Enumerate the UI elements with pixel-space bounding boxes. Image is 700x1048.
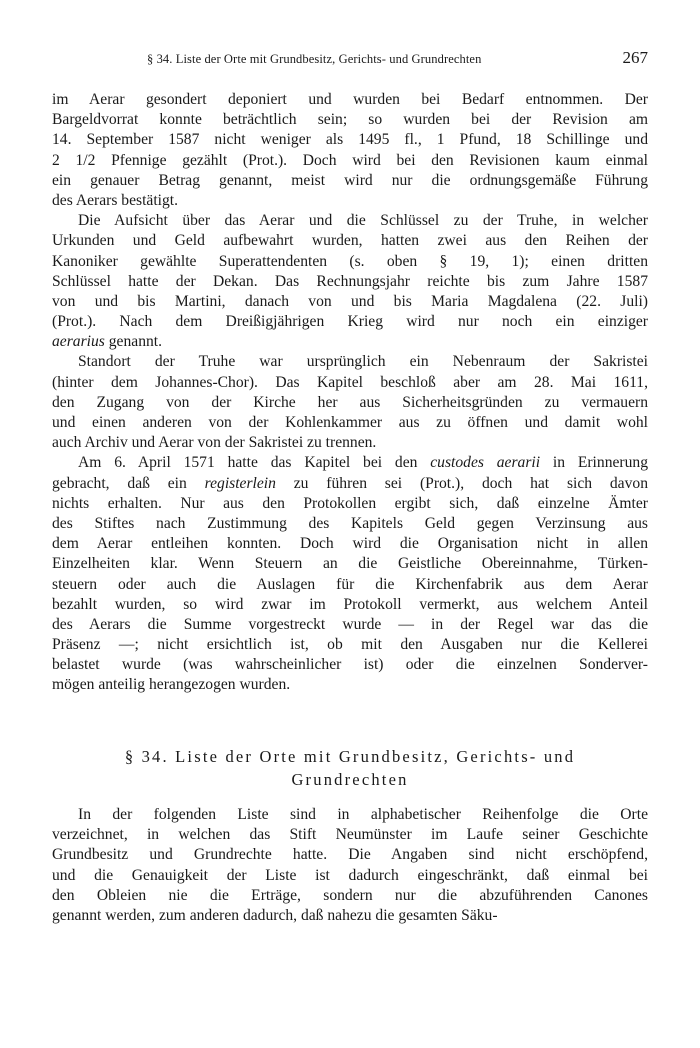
text-fragment: den Zugang von der Kirche her aus Sicherheitsgründen zu vermauern	[52, 393, 648, 411]
text-line	[52, 886, 648, 906]
text-fragment: ein genauer Betrag genannt, meist wird nur die ordnungsgemäße Führung	[52, 171, 648, 189]
text-line	[52, 171, 648, 191]
text-fragment: und einen anderen von der Kohlenkammer aus zu öffnen und damit wohl	[52, 414, 648, 431]
text-line	[52, 292, 648, 312]
italic-text: aerarius	[52, 333, 105, 351]
text-fragment: genannt werden, zum anderen dadurch, daß nahezu die gesamten Säku-	[52, 906, 498, 924]
text-fragment: des Stiftes nach Zustimmung des Kapitels Geld gegen Verzinsung aus	[52, 514, 648, 532]
text-line	[52, 906, 648, 926]
text-fragment: Kanoniker gewählte Superattendenten (s. oben § 19, 1); einen dritten	[52, 252, 648, 270]
text-line	[52, 90, 648, 110]
text-line	[52, 130, 648, 150]
text-fragment: (Prot.). Nach dem Dreißigjährigen Krieg wird nur noch ein einziger	[52, 313, 648, 331]
text-line	[52, 866, 648, 886]
italic-text: custodes aerarii	[430, 454, 541, 472]
text-fragment: des Aerars bestätigt.	[52, 191, 179, 209]
text-fragment: verzeichnet, in welchen das Stift Neumünster im Laufe seiner Geschichte	[52, 826, 648, 844]
text-line	[52, 373, 648, 393]
paragraph	[52, 90, 648, 211]
paragraph	[52, 453, 648, 695]
text-line	[52, 393, 648, 413]
text-fragment: mögen anteilig herangezogen wurden.	[52, 676, 291, 694]
section-heading	[52, 745, 648, 791]
text-line	[52, 211, 648, 231]
text-line	[52, 845, 648, 865]
page-number: 267	[622, 48, 648, 67]
text-fragment: Einzelheiten klar. Wenn Steuern an die Geistliche Obereinnahme, Türken-	[52, 555, 648, 573]
text-line	[52, 191, 648, 211]
text-line	[52, 534, 648, 554]
text-fragment: (hinter dem Johannes-Chor). Das Kapitel beschloß aber am 28. Mai 1611,	[52, 373, 648, 391]
body-text	[52, 90, 648, 696]
text-line	[52, 474, 648, 494]
text-fragment: von und bis Martini, danach von und bis Maria Magdalena (22. Juli)	[52, 292, 648, 310]
text-fragment: und die Genauigkeit der Liste ist dadurch eingeschränkt, daß einmal bei	[52, 866, 648, 884]
text-fragment: genannt.	[104, 333, 163, 351]
text-line	[52, 554, 648, 574]
text-line	[52, 595, 648, 615]
text-line	[52, 332, 648, 352]
text-fragment: Am 6. April 1571 hatte das Kapitel bei den	[78, 454, 431, 472]
section-body	[52, 805, 648, 926]
text-line	[52, 151, 648, 171]
text-fragment: des Aerars die Summe vorgestreckt wurde — in der Regel war das die	[52, 615, 648, 633]
text-fragment: Grundbesitz und Grundrechte hatte. Die Angaben sind nicht erschöpfend,	[52, 846, 648, 864]
text-fragment: Die Aufsicht über das Aerar und die Schlüssel zu der Truhe, in welcher	[78, 212, 648, 230]
text-fragment: 2 1/2 Pfennige gezählt (Prot.). Doch wird bei den Revisionen kaum einmal	[52, 151, 648, 169]
paragraph	[52, 211, 648, 352]
text-fragment: belastet wurde (was wahrscheinlicher ist) oder die einzelnen Sonderver-	[52, 656, 648, 674]
text-line	[52, 110, 648, 130]
text-fragment: Bargeldvorrat konnte beträchtlich sein; so wurden bei der Revision am	[52, 111, 648, 129]
text-line	[52, 433, 648, 453]
running-head	[52, 46, 648, 72]
text-line	[52, 805, 648, 825]
italic-text: registerlein	[204, 474, 276, 492]
text-line	[52, 352, 648, 372]
section-heading-line-2: Grundrechten	[291, 770, 409, 789]
text-line	[52, 453, 648, 473]
text-fragment: zu führen sei (Prot.), doch hat sich davon	[275, 474, 648, 492]
text-line	[52, 825, 648, 845]
text-line	[52, 655, 648, 675]
text-line	[52, 514, 648, 534]
text-fragment: Schlüssel hatte der Dekan. Das Rechnungsjahr reichte bis zum Jahre 1587	[52, 272, 648, 290]
text-fragment: auch Archiv und Aerar von der Sakristei zu trennen.	[52, 434, 377, 452]
text-line	[52, 272, 648, 292]
text-fragment: Urkunden und Geld aufbewahrt wurden, hatten zwei aus den Reihen der	[52, 232, 648, 250]
text-line	[52, 413, 648, 433]
text-line	[52, 252, 648, 272]
running-title: § 34. Liste der Orte mit Grundbesitz, Gerichts- und Grundrechten	[147, 52, 482, 66]
paragraph	[52, 352, 648, 453]
text-fragment: in Erinnerung	[540, 454, 648, 472]
text-fragment: dem Aerar entleihen konnten. Doch wird die Organisation nicht in allen	[52, 535, 648, 553]
text-fragment: steuern oder auch die Auslagen für die Kirchenfabrik aus dem Aerar	[52, 575, 648, 593]
text-line	[52, 231, 648, 251]
text-fragment: gebracht, daß ein	[52, 474, 205, 492]
text-fragment: bezahlt wurden, so wird zwar im Protokoll vermerkt, aus welchem Anteil	[52, 595, 648, 613]
section-heading-line-1: § 34. Liste der Orte mit Grundbesitz, Gerichts- und	[124, 747, 576, 766]
paragraph	[52, 805, 648, 926]
text-fragment: Standort der Truhe war ursprünglich ein Nebenraum der Sakristei	[78, 353, 648, 371]
text-line	[52, 675, 648, 695]
text-line	[52, 312, 648, 332]
text-fragment: nichts erhalten. Nur aus den Protokollen ergibt sich, daß einzelne Ämter	[52, 494, 648, 512]
text-line	[52, 635, 648, 655]
text-fragment: 14. September 1587 nicht weniger als 1495 fl., 1 Pfund, 18 Schillinge und	[52, 131, 648, 149]
text-fragment: im Aerar gesondert deponiert und wurden bei Bedarf entnommen. Der	[52, 91, 648, 108]
text-fragment: Präsenz —; nicht ersichtlich ist, ob mit den Ausgaben nur die Kellerei	[52, 636, 648, 654]
text-fragment: den Obleien nie die Erträge, sondern nur die abzuführenden Canones	[52, 886, 648, 904]
text-fragment: In der folgenden Liste sind in alphabetischer Reihenfolge die Orte	[78, 806, 648, 823]
text-line	[52, 575, 648, 595]
text-line	[52, 494, 648, 514]
text-line	[52, 615, 648, 635]
